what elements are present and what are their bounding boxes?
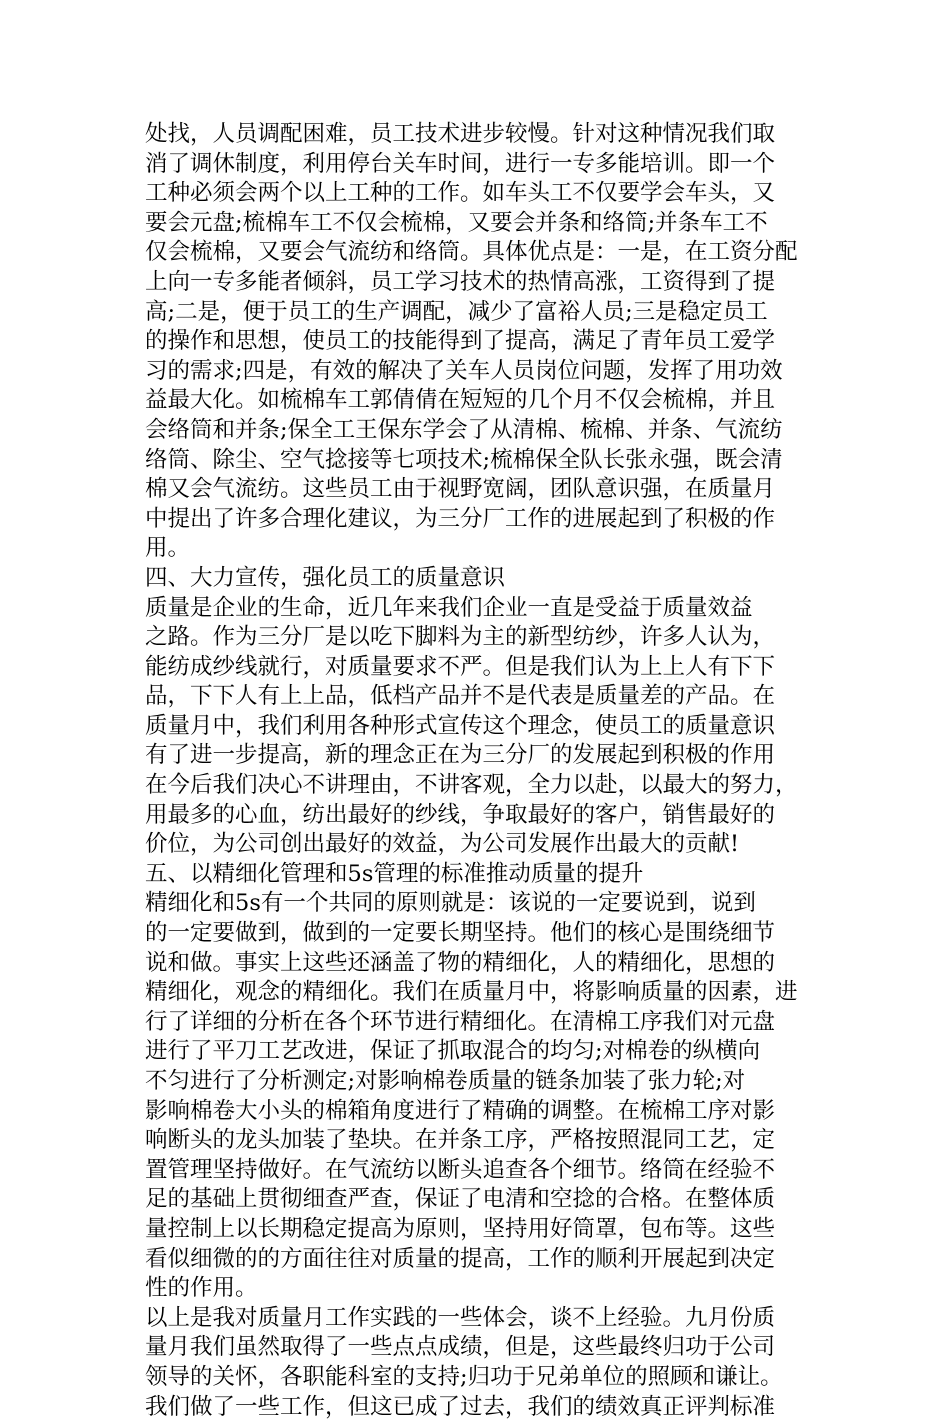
text-line: 的操作和思想，使员工的技能得到了提高，满足了青年员工爱学 (145, 328, 776, 355)
text-line: 棉又会气流纺。这些员工由于视野宽阔，团队意识强，在质量月 (145, 476, 776, 503)
text-line: 性的作用。 (145, 1275, 258, 1302)
text-line: 高;二是，便于员工的生产调配，减少了富裕人员;三是稳定员工 (145, 298, 768, 325)
text-line: 要会元盘;梳棉车工不仅会梳棉，又要会并条和络筒;并条车工不 (145, 209, 768, 236)
text-line: 进行了平刀工艺改进，保证了抓取混合的均匀;对棉卷的纵横向 (145, 1038, 761, 1065)
text-line: 精细化，观念的精细化。我们在质量月中，将影响质量的因素，进 (145, 979, 798, 1006)
text-line: 益最大化。如梳棉车工郭倩倩在短短的几个月不仅会梳棉，并且 (145, 387, 776, 414)
text-line: 的一定要做到，做到的一定要长期坚持。他们的核心是围绕细节 (145, 920, 776, 947)
text-line: 络筒、除尘、空气捻接等七项技术;梳棉保全队长张永强，既会清 (145, 446, 783, 473)
text-line: 量月我们虽然取得了一些点点成绩，但是，这些最终归功于公司 (145, 1334, 776, 1361)
text-line: 之路。作为三分厂是以吃下脚料为主的新型纺纱，许多人认为， (145, 624, 776, 651)
text-line: 中提出了许多合理化建议，为三分厂工作的进展起到了积极的作 (145, 505, 776, 532)
text-line: 精细化和5s有一个共同的原则就是：该说的一定要说到，说到 (145, 890, 756, 917)
text-line: 不匀进行了分析测定;对影响棉卷质量的链条加装了张力轮;对 (145, 1068, 746, 1094)
text-line: 行了详细的分析在各个环节进行精细化。在清棉工序我们对元盘 (145, 1008, 776, 1035)
text-line: 说和做。事实上这些还涵盖了物的精细化，人的精细化，思想的 (145, 949, 776, 976)
text-line: 能纺成纱线就行，对质量要求不严。但是我们认为上上人有下下 (145, 653, 776, 680)
document-body (145, 120, 810, 1422)
text-line: 用。 (145, 535, 191, 562)
text-line: 质量是企业的生命，近几年来我们企业一直是受益于质量效益 (145, 594, 753, 621)
text-line: 足的基础上贯彻细查严查，保证了电清和空捻的合格。在整体质 (145, 1186, 776, 1213)
text-line: 工种必须会两个以上工种的工作。如车头工不仅要学会车头，又 (145, 180, 776, 207)
text-line: 响断头的龙头加装了垫块。在并条工序，严格按照混同工艺，定 (145, 1127, 776, 1154)
section-heading: 四、大力宣传，强化员工的质量意识 (145, 564, 506, 591)
section-heading: 五、以精细化管理和5s管理的标准推动质量的提升 (145, 860, 644, 887)
text-line: 处找，人员调配困难，员工技术进步较慢。针对这种情况我们取 (145, 121, 776, 147)
text-line: 消了调休制度，利用停台关车时间，进行一专多能培训。即一个 (145, 150, 776, 177)
text-line: 上向一专多能者倾斜，员工学习技术的热情高涨，工资得到了提 (145, 268, 776, 295)
text-line: 有了进一步提高，新的理念正在为三分厂的发展起到积极的作用 (145, 742, 776, 769)
text-line: 我们做了一些工作，但这已成了过去，我们的绩效真正评判标准 (145, 1393, 776, 1420)
text-line: 品，下下人有上上品，低档产品并不是代表是质量差的产品。在 (145, 683, 776, 710)
text-line: 看似细微的的方面往往对质量的提高，工作的顺利开展起到决定 (145, 1245, 776, 1272)
text-line: 习的需求;四是，有效的解决了关车人员岗位问题，发挥了用功效 (145, 357, 783, 384)
text-line: 会络筒和并条;保全工王保东学会了从清棉、梳棉、并条、气流纺 (145, 416, 783, 443)
text-line: 在今后我们决心不讲理由，不讲客观，全力以赴，以最大的努力， (145, 772, 798, 799)
text-line: 影响棉卷大小头的棉箱角度进行了精确的调整。在梳棉工序对影 (145, 1097, 776, 1124)
text-line: 量控制上以长期稳定提高为原则，坚持用好筒罩，包布等。这些 (145, 1215, 776, 1242)
text-line: 仅会梳棉，又要会气流纺和络筒。具体优点是：一是，在工资分配 (145, 239, 798, 266)
text-line: 领导的关怀，各职能科室的支持;归功于兄弟单位的照顾和谦让。 (145, 1363, 783, 1390)
text-line: 用最多的心血，纺出最好的纱线，争取最好的客户，销售最好的 (145, 801, 776, 828)
text-line: 置管理坚持做好。在气流纺以断头追查各个细节。络筒在经验不 (145, 1156, 776, 1183)
text-line: 质量月中，我们利用各种形式宣传这个理念，使员工的质量意识 (145, 712, 776, 739)
text-line: 以上是我对质量月工作实践的一些体会，谈不上经验。九月份质 (145, 1304, 776, 1331)
text-line: 价位，为公司创出最好的效益，为公司发展作出最大的贡献! (145, 831, 740, 858)
